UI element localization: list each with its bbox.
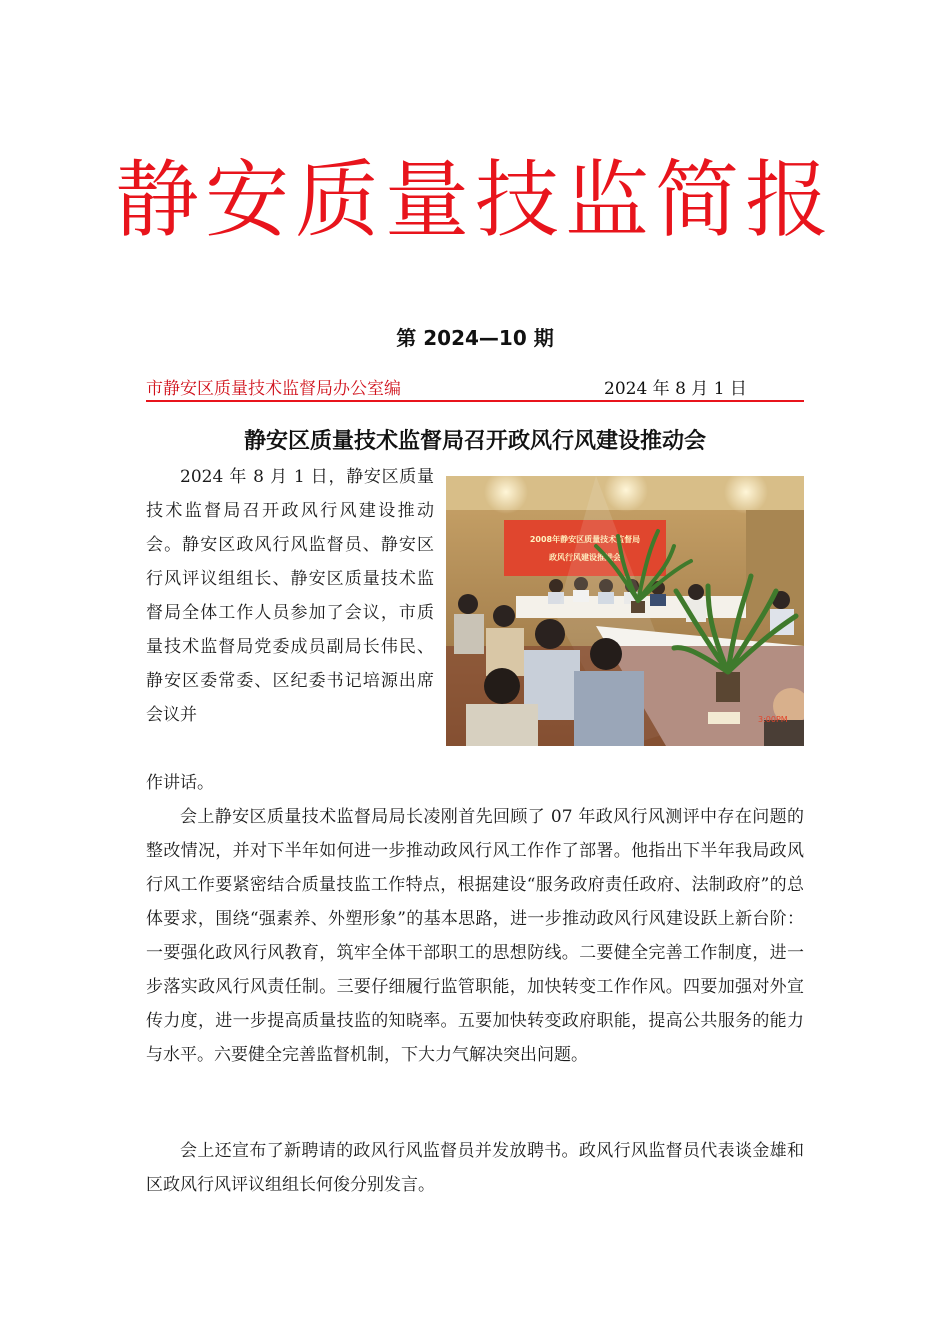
attendee-head xyxy=(590,638,622,670)
article-headline: 静安区质量技术监督局召开政风行风建设推动会 xyxy=(243,429,706,454)
article-paragraph: 会上还宣布了新聘请的政风行风监督员并发放聘书。政风行风监督员代表谈金雄和区政风行风评议组组长何俊分别发言。 xyxy=(146,1141,804,1195)
masthead-title: 静安质量技监简报 xyxy=(114,151,835,249)
banner-text-line1: 2008年静安区质量技术监督局 xyxy=(529,535,641,544)
attendee-body xyxy=(466,704,538,746)
attendee-head xyxy=(535,619,565,649)
attendee-head xyxy=(688,584,704,600)
publish-date: 2024 年 8 月 1 日 xyxy=(604,379,747,399)
attendee xyxy=(549,579,563,593)
banner-text-line2: 政风行风建设推进会 xyxy=(549,553,621,562)
issue-number: 第 2024—10 期 xyxy=(396,326,554,350)
attendee-head xyxy=(458,594,478,614)
article-lead-tail: 作讲话。 xyxy=(146,773,214,793)
attendee-body xyxy=(454,614,484,654)
attendee-head xyxy=(493,605,515,627)
attendee-body xyxy=(574,671,644,746)
attendee-head xyxy=(484,668,520,704)
meeting-photo-illustration xyxy=(446,476,804,746)
meta-row xyxy=(146,374,804,402)
article-lead-text: 2024 年 8 月 1 日，静安区质量技术监督局召开政风行风建设推动会。静安区政风行风监督员、静安区行风评议组组长、静安区质量技术监督局全体工作人员参加了会议，市质量技术监督局党委成员副局长伟民、静安区委常委、区纪委书记培源出席会议并 xyxy=(146,467,434,725)
attendee xyxy=(650,594,666,606)
publisher-label: 市静安区质量技术监督局办公室编 xyxy=(146,379,401,399)
plant-pot xyxy=(716,672,740,702)
name-card xyxy=(708,712,740,724)
photo-timestamp: 3:00PM xyxy=(758,715,788,724)
meeting-photo xyxy=(446,476,804,746)
article-paragraph: 会上静安区质量技术监督局局长凌刚首先回顾了 07 年政风行风测评中存在问题的整改情况，并对下半年如何进一步推动政风行风工作作了部署。他指出下半年我局政风行风工作要紧密结合质量技监工作特点，根据建设“服务政府责任政府、法制政府”的总体要求，围绕“强素养、外塑形象”的基本思路，进一步推动政风行风建设跃上新台阶：一要强化政风行风教育，筑牢全体干部职工的思想防线。二要健全完善工作制度，进一步落实政风行风责任制。三要仔细履行监管职能，加快转变工作作风。四要加强对外宣传力度，进一步提高质量技监的知晓率。五要加快转变政府职能，提高公共服务的能力与水平。六要健全完善监督机制，下大力气解决突出问题。 xyxy=(146,807,804,1065)
article-lead-paragraph xyxy=(146,460,434,732)
